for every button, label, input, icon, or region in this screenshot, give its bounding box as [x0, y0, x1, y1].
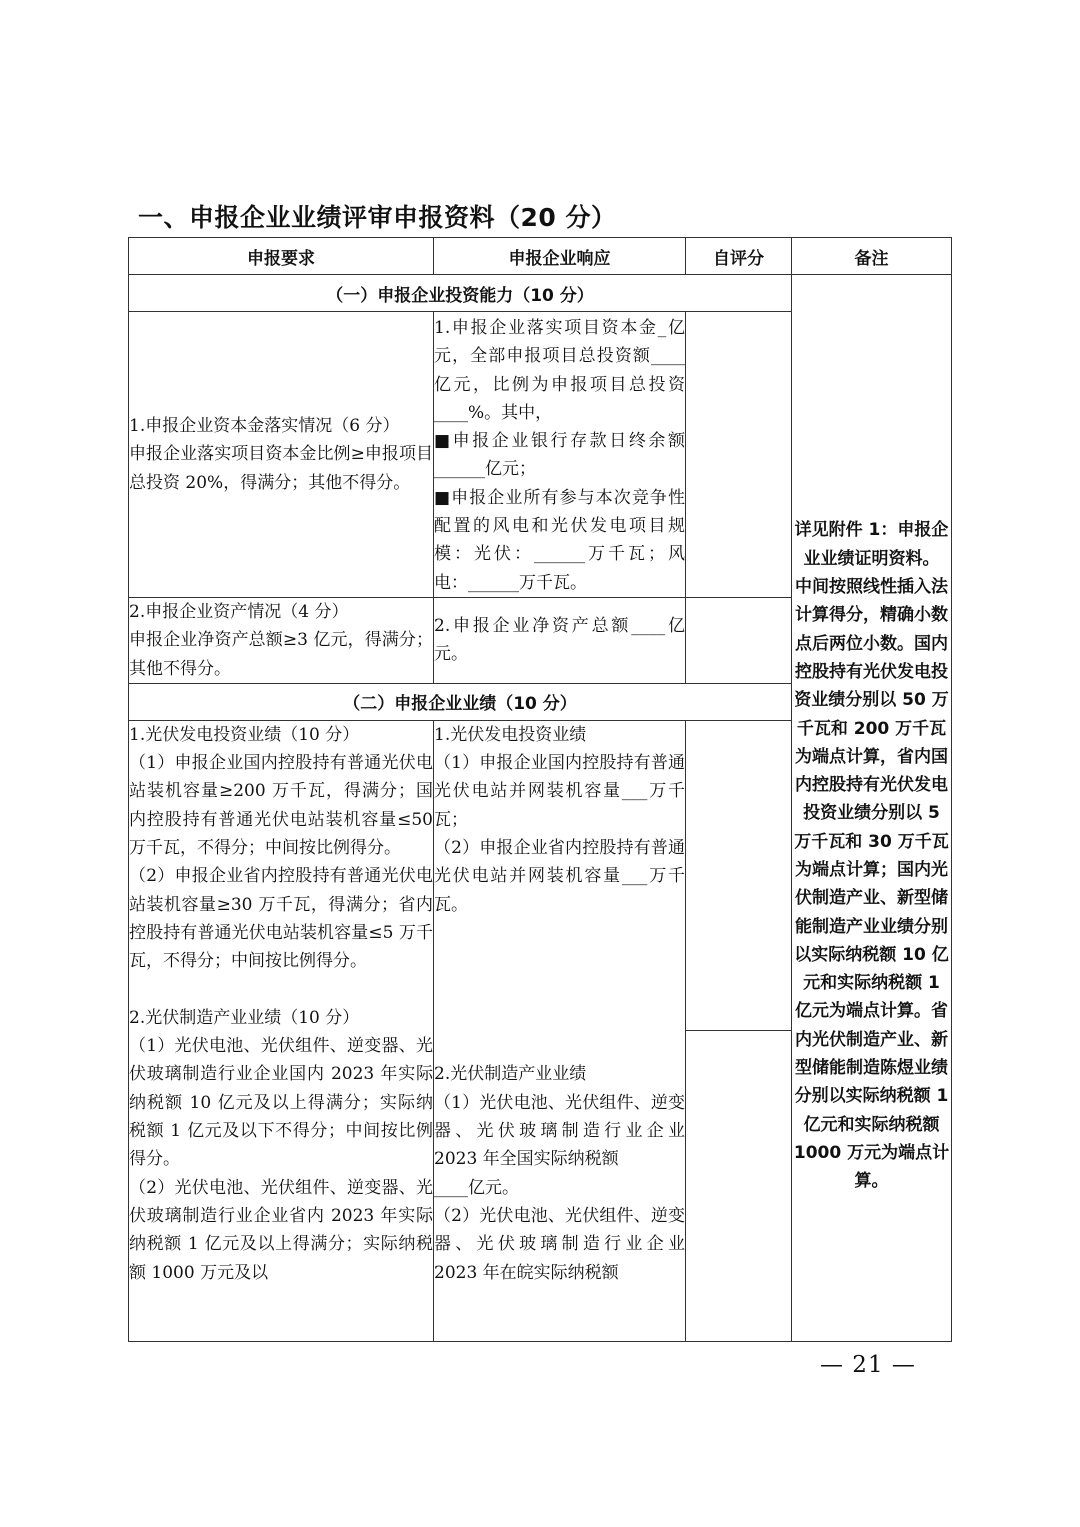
requirement-text: 申报企业落实项目资本金比例≥申报项目总投资 20%，得满分；其他不得分。 — [129, 444, 433, 493]
header-self-score: 自评分 — [686, 238, 792, 275]
response-text: ■申报企业所有参与本次竞争性配置的风电和光伏发电项目规模：光伏：______万千瓦；风电：______万千瓦。 — [434, 487, 685, 593]
response-text: 2.光伏制造产业业绩 — [434, 1064, 587, 1085]
response-text: （2）光伏电池、光伏组件、逆变器、光伏玻璃制造行业企业 2023 年在皖实际纳税额 — [434, 1205, 685, 1283]
self-score-cell[interactable] — [686, 597, 792, 683]
response-text: ■申报企业银行存款日终余额______亿元； — [434, 431, 685, 480]
response-cell-capital — [434, 312, 686, 598]
requirement-text: （2）申报企业省内控股持有普通光伏电站装机容量≥30 万千瓦，得满分；省内控股持有普通光伏电站装机容量≤5 万千瓦，不得分；中间按比例得分。 — [129, 866, 433, 972]
requirement-cell-capital — [129, 312, 434, 598]
section-title-performance: （二）申报企业业绩（10 分） — [129, 683, 792, 720]
requirement-title: 2.光伏制造产业业绩（10 分） — [129, 1007, 360, 1028]
requirement-cell-performance — [129, 720, 434, 1341]
header-response: 申报企业响应 — [434, 238, 686, 275]
response-text: ____亿元。 — [434, 1177, 519, 1198]
response-text: （2）申报企业省内控股持有普通光伏电站并网装机容量___万千瓦。 — [434, 838, 685, 915]
requirement-text: （1）光伏电池、光伏组件、逆变器、光伏玻璃制造行业企业国内 2023 年实际纳税额 10 亿元及以上得满分；实际纳税额 1 亿元及以下不得分；中间按比例得分。 — [129, 1036, 433, 1170]
response-text: 2.申报企业净资产总额____亿元。 — [434, 616, 685, 665]
response-cell-assets — [434, 597, 686, 683]
section-title-investment: （一）申报企业投资能力（10 分） — [129, 275, 792, 312]
response-text: （1）光伏电池、光伏组件、逆变器、光伏玻璃制造行业企业 2023 年全国实际纳税额 — [434, 1092, 685, 1170]
requirement-title: 2.申报企业资产情况（4 分） — [129, 601, 349, 622]
response-text: 1.申报企业落实项目资本金_亿元，全部申报项目总投资额____亿元，比例为申报项目总投资____%。其中， — [434, 318, 685, 423]
self-score-cell[interactable] — [686, 1031, 792, 1342]
response-text: （1）申报企业国内控股持有普通光伏电站并网装机容量___万千瓦； — [434, 753, 685, 830]
header-row — [129, 238, 952, 275]
requirement-text: （1）申报企业国内控股持有普通光伏电站装机容量≥200 万千瓦，得满分；国内控股持有普通光伏电站装机容量≤50 万千瓦，不得分；中间按比例得分。 — [129, 753, 433, 859]
section-row-investment — [129, 275, 952, 312]
page-number: — 21 — — [820, 1352, 916, 1378]
response-text: 1.光伏发电投资业绩 — [434, 724, 587, 745]
remarks-line-2: 中间按照线性插入法计算得分，精确小数点后两位小数。国内控股持有光伏发电投资业绩分别以 50 万千瓦和 200 万千瓦为端点计算，省内国内控股持有光伏发电投资业绩分别以 5 万千瓦和 30 万千瓦为端点计算；国内光伏制造产业、新型储能制造产业业绩分别以实际纳税额 10 亿元和实际纳税额 1 亿元为端点计算。省内光伏制造产业、新型储能制造陈煜业绩分别以实际纳税额 1 亿元和实际纳税额 1000 万元为端点计算。 — [793, 577, 950, 1192]
remarks-cell — [792, 275, 952, 1342]
remarks-line-1: 详见附件 1：申报企业业绩证明资料。 — [794, 520, 949, 569]
self-score-cell[interactable] — [686, 720, 792, 1031]
requirement-title: 1.光伏发电投资业绩（10 分） — [129, 724, 360, 745]
header-remarks: 备注 — [792, 238, 952, 275]
self-score-cell[interactable] — [686, 312, 792, 598]
section-heading: 一、申报企业业绩评审申报资料（20 分） — [138, 203, 617, 232]
requirement-text: 申报企业净资产总额≥3 亿元，得满分；其他不得分。 — [129, 630, 433, 679]
requirement-title: 1.申报企业资本金落实情况（6 分） — [129, 416, 400, 437]
response-cell-performance — [434, 720, 686, 1341]
header-requirement: 申报要求 — [129, 238, 434, 275]
requirement-cell-assets — [129, 597, 434, 683]
evaluation-table — [128, 237, 952, 1342]
requirement-text: （2）光伏电池、光伏组件、逆变器、光伏玻璃制造行业企业省内 2023 年实际纳税额 1 亿元及以上得满分；实际纳税额 1000 万元及以 — [129, 1177, 433, 1283]
